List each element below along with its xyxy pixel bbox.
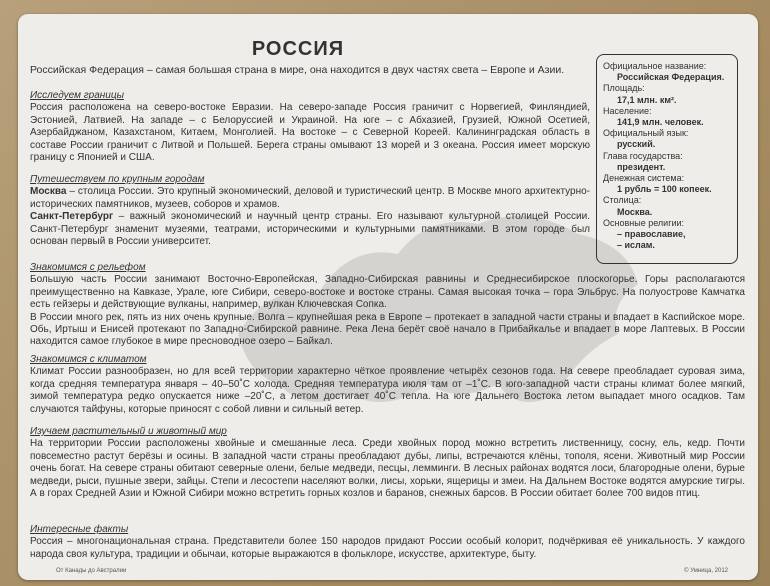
section-cities (30, 174, 590, 248)
section-heading: Интересные факты (30, 524, 129, 535)
capital-value: Москва. (617, 206, 653, 217)
facts-box (596, 54, 738, 264)
language-label: Официальный язык: (603, 128, 689, 139)
spb-text: – важный экономический и научный центр страны. Его называют культурной столицей России. Санкт-Петербург знаменит музеями, театрами, историческими и культурными памятниками. В этом городе был основан первый в России университет. (30, 211, 590, 248)
religion-label: Основные религии: (603, 217, 685, 228)
section-heading: Знакомимся с климатом (30, 354, 147, 365)
page-title: РОССИЯ (251, 38, 345, 60)
language-value: русский. (617, 139, 656, 150)
spb-name: Санкт-Петербург (30, 211, 114, 223)
section-text (30, 186, 590, 211)
footer-series: От Канады до Австралии (56, 568, 127, 574)
religion-1: – православие, (617, 229, 686, 240)
section-text: Россия расположена на северо-востоке Евразии. На северо-западе Россия граничит с Норвегией, Финляндией, Эстонией, Латвией. На западе – с Белоруссией и Украиной. На юге – с Абхазией, Грузией, Южной Осетией, Азербайджаном, Казахстаном, Китаем, Монголией. На востоке – с Северной Кореей. Калининградская область в составе России граничит с Литвой и Польшей. Берега страны омывают 13 морей и 3 океана. Россия имеет морскую границу с Японией и США. (30, 102, 590, 164)
section-relief (30, 262, 745, 349)
section-heading: Знакомимся с рельефом (30, 262, 146, 273)
area-value: 17,1 млн. км². (617, 94, 677, 105)
capital-label: Столица: (603, 195, 642, 206)
section-flora-fauna (30, 426, 745, 500)
section-climate (30, 354, 745, 416)
footer-copyright: © Умница, 2012 (684, 568, 728, 574)
population-label: Население: (603, 105, 652, 116)
section-text: В России много рек, пять из них очень крупные. Волга – крупнейшая река в Европе – протекает в западной части страны и впадает в Каспийское море. Обь, Иртыш и Енисей протекают по Западно-Сибирской равнине. Река Лена берёт своё начало в Прибайкалье и впадает в море Лаптевых. В России находится самое глубокое в мире пресноводное озеро – Байкал. (30, 311, 745, 348)
population-value: 141,9 млн. человек. (617, 117, 704, 128)
currency-value: 1 рубль = 100 копеек. (617, 184, 712, 195)
info-card (18, 14, 758, 580)
moscow-name: Москва (30, 186, 67, 198)
section-text: Большую часть России занимают Восточно-Европейская, Западно-Сибирская равнины и Среднесибирское плоскогорье. Горы располагаются преимущественно на Кавказе, Урале, юге Сибири, северо-востоке и востоке страны. Самая высокая точка – гора Эльбрус. На полуострове Камчатка есть гейзеры и действующие вулканы, например, вулкан Ключевская Сопка. (30, 274, 745, 311)
section-heading: Путешествуем по крупным городам (30, 174, 205, 185)
section-text: Россия – многонациональная страна. Представители более 150 народов придают России особый колорит, подчёркивая её уникальность. У каждого народа своя культура, традиции и обычаи, которые выражаются в фольклоре, искусстве, архитектуре, быту. (30, 536, 745, 560)
section-text: Климат России разнообразен, но для всей территории характерно чёткое проявление четырёх сезонов года. На севере преобладает суровая зима, когда средняя температура января – 40–50˚С холода. Средняя температура июля там от –1˚С. В юго-западной части страны климат более мягкий, зимой температура редко опускается ниже –20˚С, а летом достигает 40˚С тепла. На юге Дальнего Востока летом выпадает много осадков. Там случаются тайфуны, которые приносят с собой ливни и сильный ветер. (30, 366, 745, 415)
section-facts (30, 524, 745, 561)
section-text: На территории России расположены хвойные и смешанные леса. Среди хвойных пород можно встретить лиственницу, сосну, ель, кедр. Почти повсеместно растут берёзы и осины. В западной части страны преобладают дубы, липы, встречаются клёны, тополя, ясени. Животный мир России очень богат. На севере страны обитают северные олени, белые медведи, песцы, лемминги. В лесных районах водятся лоси, благородные олени, бурые медведи, рыси, пушные звери, зайцы. Степи и лесостепи населяют волки, лисы, хорьки, ящерицы и змеи. На Дальнем Востоке водятся амурские тигры. А в горах Средней Азии и Южной Сибири можно встретить горных козлов и баранов, снежных барсов. В России обитает более 700 видов птиц. (30, 438, 745, 500)
intro-text: Российская Федерация – самая большая страна в мире, она находится в двух частях света – Европе и Азии. (30, 64, 565, 76)
currency-label: Денежная система: (603, 173, 685, 184)
official-name-value: Российская Федерация. (617, 72, 725, 83)
section-heading: Изучаем растительный и животный мир (30, 426, 227, 437)
head-label: Глава государства: (603, 150, 683, 161)
official-name-label: Официальное название: (603, 61, 707, 71)
section-text (30, 211, 590, 248)
religion-2: – ислам. (617, 240, 655, 251)
section-heading: Исследуем границы (30, 90, 124, 101)
moscow-text: – столица России. Это крупный экономический, деловой и туристический центр. В Москве много архитектурно-исторических памятников, музеев, соборов и храмов. (30, 186, 590, 210)
section-borders (30, 90, 590, 164)
area-label: Площадь: (603, 83, 645, 94)
head-value: президент. (617, 161, 666, 172)
